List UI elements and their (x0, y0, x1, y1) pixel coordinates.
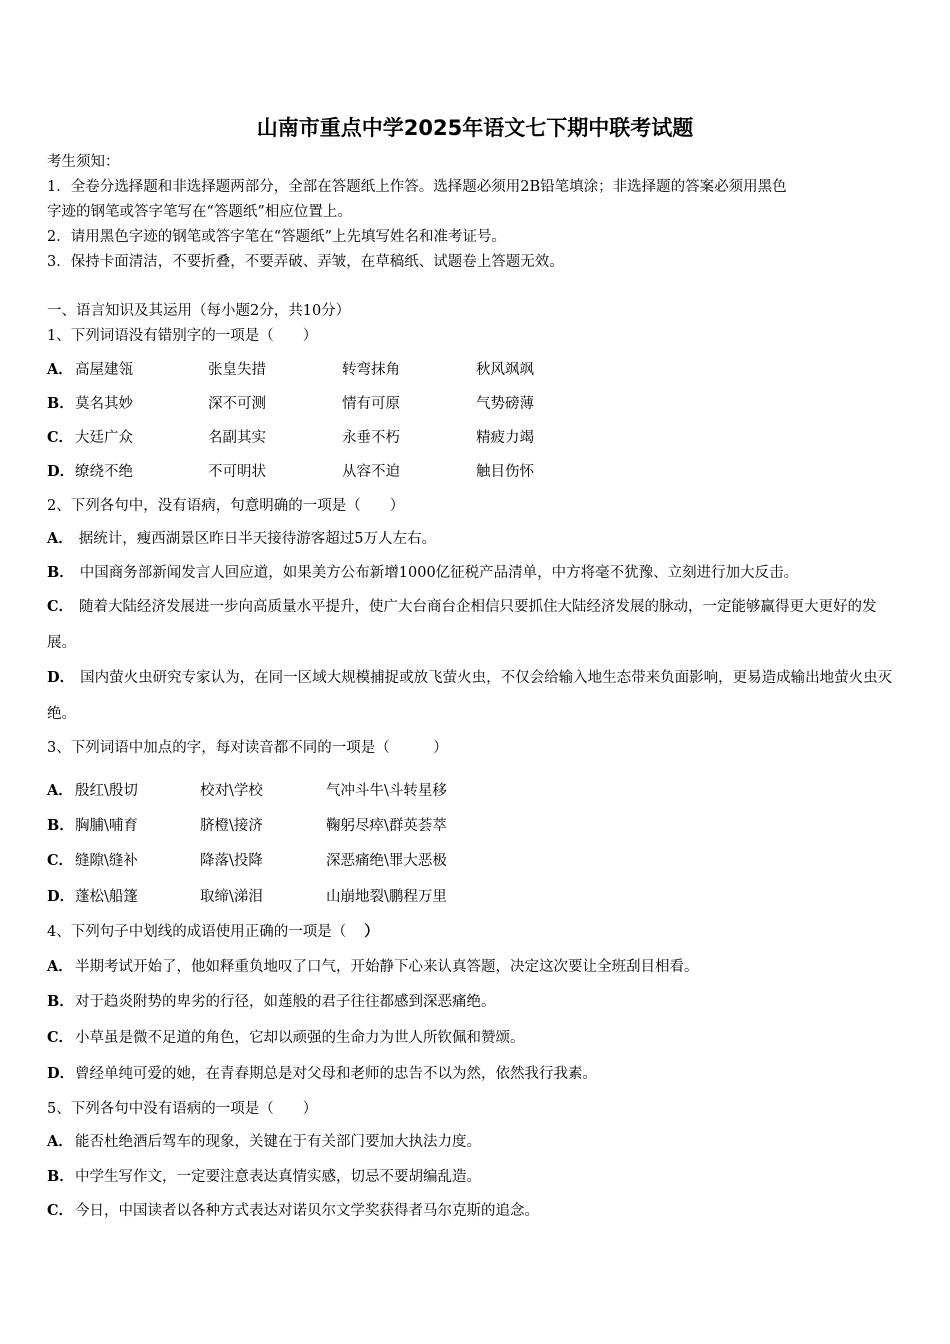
option-text: 据统计，瘦西湖景区昨日半天接待游客超过5万人左右。 (78, 531, 436, 547)
option-label: D． (47, 888, 75, 905)
option-cell: 转弯抹角 (342, 362, 400, 378)
option-text: 国内萤火虫研究专家认为，在同一区域大规模捕捉或放飞萤火虫，不仅会给输入地生态带来负面影响，更易造成输出地萤火虫灭绝。 (47, 670, 893, 722)
notice-item: 2．请用黑色字迹的钢笔或答字笔在“答题纸”上先填写姓名和准考证号。 (47, 229, 507, 245)
option-text: 中学生写作文，一定要注意表达真情实感，切忌不要胡编乱造。 (75, 1169, 481, 1185)
q1-option-b (47, 394, 534, 414)
question-stem-3: 3、下列词语中加点的字，每对读音都不同的一项是（ ） (47, 740, 448, 756)
option-text: 随着大陆经济发展进一步向高质量水平提升，使广大台商台企相信只要抓住大陆经济发展的脉动，一定能够赢得更大更好的发展。 (47, 599, 877, 651)
option-cell: 精疲力竭 (476, 430, 534, 446)
option-cell: 不可明状 (208, 464, 266, 480)
option-cell: 降落\投降 (200, 853, 263, 869)
option-label: A． (47, 361, 73, 378)
section-heading: 一、语言知识及其运用（每小题2分，共10分） (47, 303, 351, 319)
question-stem-4 (47, 922, 379, 942)
option-cell: 张皇失措 (208, 362, 266, 378)
notice-heading: 考生须知： (47, 154, 120, 170)
option-cell: 秋风飒飒 (476, 362, 534, 378)
option-cell: 名副其实 (208, 430, 266, 446)
option-cell: 鞠躬尽瘁\群英荟萃 (326, 818, 447, 834)
option-label: C． (47, 1202, 74, 1219)
option-cell: 情有可原 (342, 396, 400, 412)
option-cell: 高屋建瓴 (75, 362, 133, 378)
option-label: D． (47, 669, 75, 686)
option-label: B． (47, 564, 74, 581)
option-cell: 校对\学校 (200, 783, 263, 799)
option-cell: 触目伤怀 (476, 464, 534, 480)
option-label: D． (47, 463, 75, 480)
option-label: B． (47, 395, 74, 412)
option-cell: 深恶痛绝\罪大恶极 (326, 853, 447, 869)
q3-option-a (47, 781, 447, 801)
option-cell: 深不可测 (208, 396, 266, 412)
option-label: C． (47, 852, 74, 869)
option-cell: 气势磅薄 (476, 396, 534, 412)
option-cell: 胸脯\哺育 (75, 818, 138, 834)
notice-item: 字迹的钢笔或答字笔写在“答题纸”相应位置上。 (47, 204, 352, 220)
option-label: A． (47, 1133, 73, 1150)
stem-bracket: ） (364, 923, 379, 940)
q1-option-a (47, 360, 534, 380)
page-title: 山南市重点中学2025年语文七下期中联考试题 (256, 116, 694, 140)
option-label: B． (47, 817, 74, 834)
q2-option-a (47, 521, 902, 557)
q1-option-c (47, 428, 534, 448)
option-cell: 殷红\殷切 (75, 783, 138, 799)
option-cell: 脐橙\接济 (200, 818, 263, 834)
option-cell: 气冲斗牛\斗转星移 (326, 783, 447, 799)
q2-option-d (47, 660, 902, 732)
question-stem-1: 1、下列词语没有错别字的一项是（ ） (47, 328, 318, 344)
option-label: A． (47, 530, 73, 547)
q2-option-b (47, 555, 902, 591)
option-cell: 莫名其妙 (75, 396, 133, 412)
q5-option-a (47, 1132, 481, 1152)
option-text: 半期考试开始了，他如释重负地叹了口气，开始静下心来认真答题，决定这次要让全班刮目相看。 (75, 959, 699, 975)
option-label: A． (47, 958, 73, 975)
option-text: 能否杜绝酒后驾车的现象，关键在于有关部门要加大执法力度。 (75, 1134, 481, 1150)
option-text: 今日，中国读者以各种方式表达对诺贝尔文学奖获得者马尔克斯的追念。 (75, 1203, 539, 1219)
question-stem-2: 2、下列各句中，没有语病，句意明确的一项是（ ） (47, 498, 405, 514)
q3-option-c (47, 851, 447, 871)
option-cell: 蓬松\船篷 (75, 889, 138, 905)
notice-item: 3．保持卡面清洁，不要折叠，不要弄破、弄皱，在草稿纸、试题卷上答题无效。 (47, 254, 564, 270)
option-cell: 从容不迫 (342, 464, 400, 480)
option-label: B． (47, 1168, 74, 1185)
option-text: 小草虽是微不足道的角色，它却以顽强的生命力为世人所钦佩和赞颂。 (75, 1030, 525, 1046)
option-text: 曾经单纯可爱的她，在青春期总是对父母和老师的忠告不以为然，依然我行我素。 (75, 1066, 597, 1082)
option-label: A． (47, 782, 73, 799)
notice-item: 1．全卷分选择题和非选择题两部分，全部在答题纸上作答。选择题必须用2B铅笔填涂；非选择题的答案必须用黑色 (47, 179, 787, 195)
q5-option-c (47, 1201, 539, 1221)
option-cell: 永垂不朽 (342, 430, 400, 446)
option-cell: 缭绕不绝 (75, 464, 133, 480)
option-text: 对于趋炎附势的卑劣的行径，如莲般的君子往往都感到深恶痛绝。 (75, 994, 496, 1010)
q2-option-c (47, 589, 902, 661)
option-label: B． (47, 993, 74, 1010)
question-stem-5: 5、下列各句中没有语病的一项是（ ） (47, 1101, 318, 1117)
q3-option-b (47, 816, 447, 836)
q4-option-d (47, 1064, 597, 1084)
q4-option-c (47, 1028, 525, 1048)
option-cell: 缝隙\缝补 (75, 853, 138, 869)
option-label: C． (47, 1029, 74, 1046)
option-label: C． (47, 429, 74, 446)
option-cell: 大廷广众 (75, 430, 133, 446)
option-text: 中国商务部新闻发言人回应道，如果美方公布新增1000亿征税产品清单，中方将毫不犹豫、立刻进行加大反击。 (79, 565, 799, 581)
option-cell: 山崩地裂\鹏程万里 (326, 889, 447, 905)
stem-text: 4、下列句子中划线的成语使用正确的一项是（ (47, 924, 347, 940)
q5-option-b (47, 1167, 481, 1187)
q1-option-d (47, 462, 534, 482)
q4-option-b (47, 992, 496, 1012)
q4-option-a (47, 957, 699, 977)
option-label: D． (47, 1065, 75, 1082)
option-cell: 取缔\涕泪 (200, 889, 263, 905)
q3-option-d (47, 887, 447, 907)
option-label: C． (47, 598, 74, 615)
